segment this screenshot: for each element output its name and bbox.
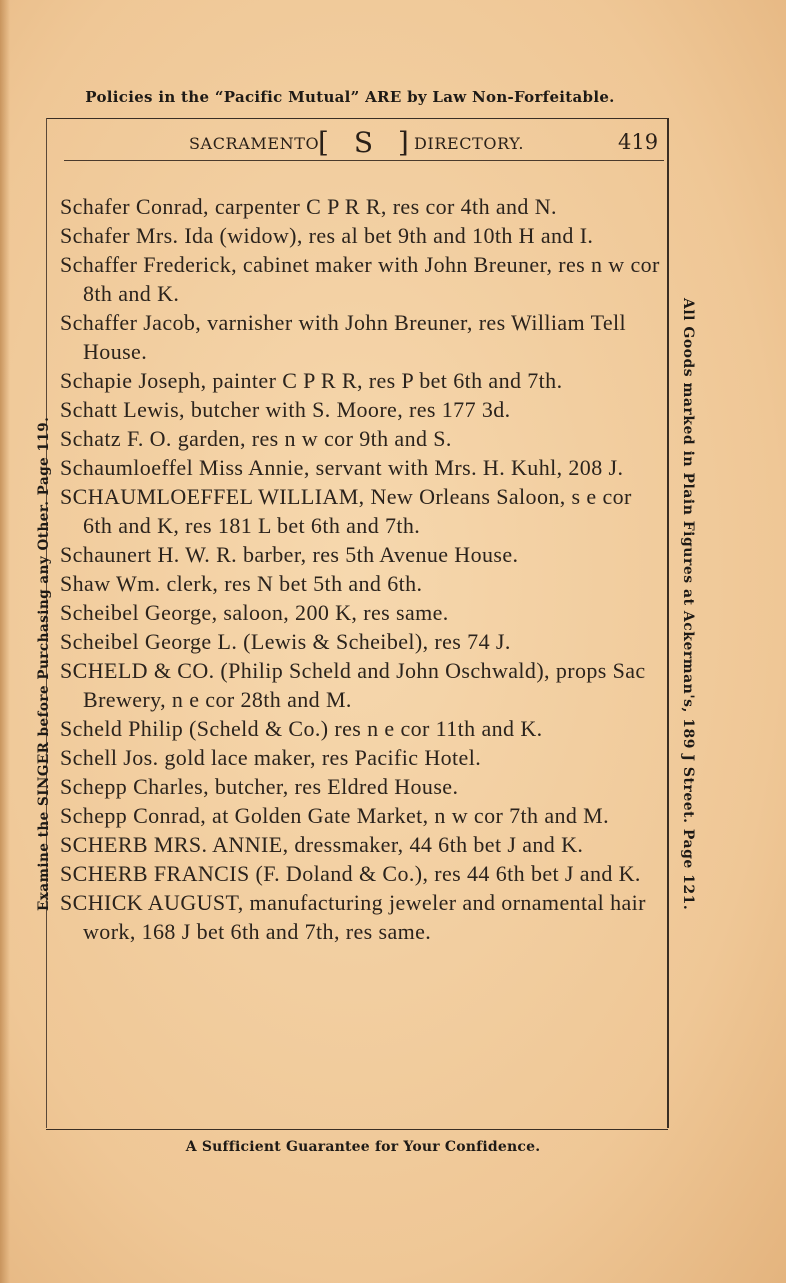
directory-entry: SCHICK AUGUST, manufacturing jeweler and ornamental hair work, 168 J bet 6th and 7th, res same. [60,890,646,944]
directory-entry: Scheld Philip (Scheld & Co.) res n e cor 11th and K. [60,716,543,741]
directory-entry: Schafer Conrad, carpenter C P R R, res cor 4th and N. [60,194,557,219]
directory-entry: Scheibel George L. (Lewis & Scheibel), res 74 J. [60,629,511,654]
header-city: SACRAMENTO [189,134,320,153]
directory-entry: SCHELD & CO. (Philip Scheld and John Oschwald), props Sac Brewery, n e cor 28th and M. [60,658,646,712]
top-advertisement: Policies in the “Pacific Mutual” ARE by Law Non-Forfeitable. [85,88,615,106]
header-divider [64,160,664,161]
directory-entry: Schell Jos. gold lace maker, res Pacific Hotel. [60,745,482,770]
directory-entry: Schaffer Frederick, cabinet maker with John Breuner, res n w cor 8th and K. [60,252,660,306]
page-header [48,122,666,160]
directory-entry: SCHERB FRANCIS (F. Doland & Co.), res 44 6th bet J and K. [60,861,641,886]
left-margin-advertisement: Examine the SINGER before Purchasing any Other. Page 119. [36,416,52,911]
directory-entry: SCHERB MRS. ANNIE, dressmaker, 44 6th bet J and K. [60,832,584,857]
header-title: DIRECTORY. [414,134,525,153]
directory-entry: Schepp Charles, butcher, res Eldred House. [60,774,459,799]
directory-entry: Schaumloeffel Miss Annie, servant with Mrs. H. Kuhl, 208 J. [60,455,624,480]
directory-entry: Schapie Joseph, painter C P R R, res P bet 6th and 7th. [60,368,563,393]
bottom-advertisement: A Sufficient Guarantee for Your Confidence. [185,1139,541,1155]
header-letter: [ S ] [318,126,417,159]
directory-entry: Schafer Mrs. Ida (widow), res al bet 9th and 10th H and I. [60,223,594,248]
page-number: 419 [618,130,659,154]
directory-entry: Schatt Lewis, butcher with S. Moore, res 177 3d. [60,397,511,422]
directory-entry: SCHAUMLOEFFEL WILLIAM, New Orleans Saloon, s e cor 6th and K, res 181 L bet 6th and 7th. [60,484,632,538]
directory-entry: Shaw Wm. clerk, res N bet 5th and 6th. [60,571,423,596]
directory-entry: Schatz F. O. garden, res n w cor 9th and S. [60,426,452,451]
page-edge-shading [0,0,10,1283]
directory-entries [60,192,660,946]
directory-entry: Schepp Conrad, at Golden Gate Market, n w cor 7th and M. [60,803,610,828]
right-rule [667,118,669,1128]
directory-entry: Scheibel George, saloon, 200 K, res same. [60,600,449,625]
right-margin-advertisement: All Goods marked in Plain Figures at Ackerman's, 189 J Street. Page 121. [680,298,696,911]
directory-entry: Schaunert H. W. R. barber, res 5th Avenue House. [60,542,519,567]
directory-entry: Schaffer Jacob, varnisher with John Breuner, res William Tell House. [60,310,627,364]
